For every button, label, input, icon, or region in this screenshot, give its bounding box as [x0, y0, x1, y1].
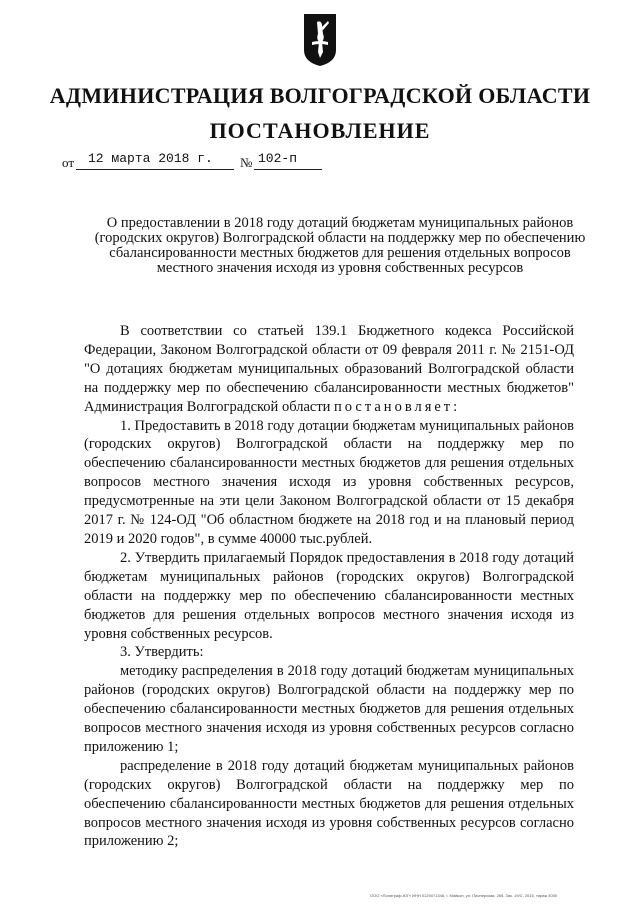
coat-of-arms-emblem [302, 12, 338, 68]
document-number: 102-п [258, 151, 298, 166]
shield-icon [302, 12, 338, 68]
print-footer: ООО «Полиграф-ЮГ» ИНН 0129071348, г. Майкоп, ул. Пионерская, 268. Зак. 19/С, 2015, тираж 4000 [370, 893, 558, 898]
organization-name: АДМИНИСТРАЦИЯ ВОЛГОГРАДСКОЙ ОБЛАСТИ [49, 83, 591, 108]
number-prefix: № [240, 155, 253, 170]
preamble-text: В соответствии со статьей 139.1 Бюджетного кодекса Российской Федерации, Законом Волгоградской области от 09 февраля 2011 г. № 2151-ОД "О дотациях бюджетам муниципальных образований Волгоградской области на поддержку мер по обеспечению сбалансированности местных бюджетов" Администрация Волгоградской области [84, 323, 574, 415]
item-1-paragraph: 1. Предоставить в 2018 году дотации бюджетам муниципальных районов (городских округов) Волгоградской области на поддержку мер по обеспечению сбалансированности местных бюджетов для решения отдельных вопросов местного значения исходя из уровня собственных ресурсов, предусмотренные на эти цели Законом Волгоградской области от 15 декабря 2017 г. № 124-ОД "Об областном бюджете на 2018 год и на плановый период 2019 и 2020 годов", в сумме 40000 тыс.рублей. [84, 417, 574, 547]
document-title: О предоставлении в 2018 году дотаций бюджетам муниципальных районов (городских округов) Волгоградской области на поддержку мер по обеспечению сбалансированности местных бюджетов для решения отдельных вопросов местного значения исходя из уровня собственных ресурсов [94, 215, 586, 276]
date-prefix: от [62, 155, 75, 170]
preamble-paragraph [84, 322, 574, 417]
decree-word: постановляет: [334, 398, 461, 415]
item-3b-paragraph: распределение в 2018 году дотаций бюджетам муниципальных районов (городских округов) Волгоградской области на поддержку мер по обеспечению сбалансированности местных бюджетов для решения отдельных вопросов местного значения исходя из уровня собственных ресурсов согласно приложению 2; [84, 757, 574, 850]
document-date: 12 марта 2018 г. [88, 151, 213, 166]
number-underline [254, 169, 322, 170]
date-number-row [62, 150, 402, 172]
document-body [84, 322, 574, 851]
item-3-paragraph: 3. Утвердить: [120, 644, 204, 661]
document-type: ПОСТАНОВЛЕНИЕ [209, 118, 431, 143]
item-3a-paragraph: методику распределения в 2018 году дотаций бюджетам муниципальных районов (городских округов) Волгоградской области на поддержку мер по обеспечению сбалансированности местных бюджетов для решения отдельных вопросов местного значения исходя из уровня собственных ресурсов согласно приложению 1; [84, 663, 574, 755]
item-2-paragraph: 2. Утвердить прилагаемый Порядок предоставления в 2018 году дотаций бюджетам муниципальных районов (городских округов) Волгоградской области на поддержку мер по обеспечению сбалансированности местных бюджетов для решения отдельных вопросов местного значения исходя из уровня собственных ресурсов. [84, 549, 574, 642]
date-underline [76, 169, 234, 170]
